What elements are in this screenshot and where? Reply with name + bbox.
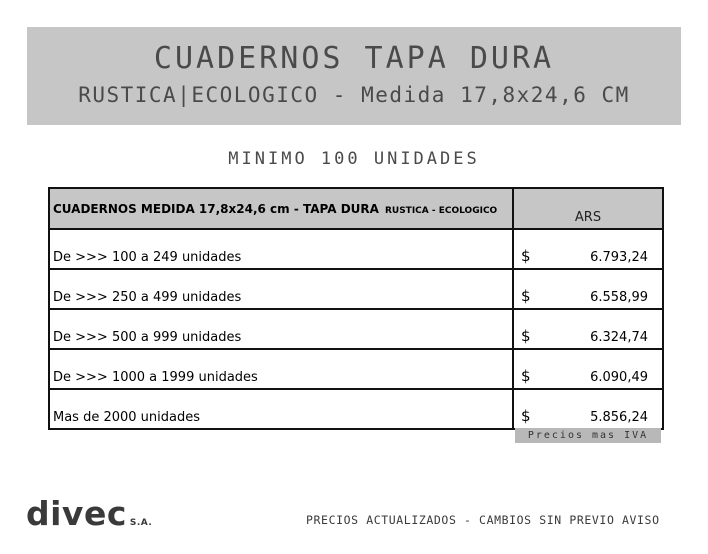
banner-subtitle: RUSTICA|ECOLOGICO - Medida 17,8x24,6 CM (78, 83, 630, 107)
iva-note: Precios mas IVA (515, 428, 661, 443)
title-banner (27, 27, 681, 125)
table-row (49, 309, 663, 349)
logo-word: divec (26, 494, 127, 533)
table-row (49, 389, 663, 429)
row-label: De >>> 500 a 999 unidades (49, 309, 513, 349)
table-header-product (49, 188, 513, 229)
header-sub-text: RUSTICA - ECOLOGICO (384, 205, 498, 216)
currency-symbol: $ (521, 407, 531, 425)
price-amount: 5.856,24 (590, 410, 648, 425)
currency-symbol: $ (521, 287, 531, 305)
table-row (49, 349, 663, 389)
price-amount: 6.793,24 (590, 250, 648, 265)
table-header-currency: ARS (513, 188, 663, 229)
row-price (513, 349, 663, 389)
price-amount: 6.090,49 (590, 370, 648, 385)
minimum-order-note: MINIMO 100 UNIDADES (228, 149, 480, 169)
row-price (513, 269, 663, 309)
row-price (513, 229, 663, 269)
currency-symbol: $ (521, 327, 531, 345)
table-row (49, 229, 663, 269)
divec-logo (26, 494, 152, 534)
row-label: De >>> 1000 a 1999 unidades (49, 349, 513, 389)
table-header-row (49, 188, 663, 229)
currency-symbol: $ (521, 247, 531, 265)
row-price (513, 389, 663, 429)
footer-notice: PRECIOS ACTUALIZADOS - CAMBIOS SIN PREVIO AVISO (306, 513, 660, 527)
price-table (48, 187, 664, 430)
row-price (513, 309, 663, 349)
currency-symbol: $ (521, 367, 531, 385)
banner-title: CUADERNOS TAPA DURA (153, 41, 555, 76)
logo-suffix: S.A. (129, 518, 153, 528)
price-amount: 6.324,74 (590, 330, 648, 345)
table-row (49, 269, 663, 309)
price-amount: 6.558,99 (590, 290, 648, 305)
row-label: De >>> 250 a 499 unidades (49, 269, 513, 309)
row-label: De >>> 100 a 249 unidades (49, 229, 513, 269)
row-label: Mas de 2000 unidades (49, 389, 513, 429)
header-main-text: CUADERNOS MEDIDA 17,8x24,6 cm - TAPA DURA (53, 201, 379, 216)
